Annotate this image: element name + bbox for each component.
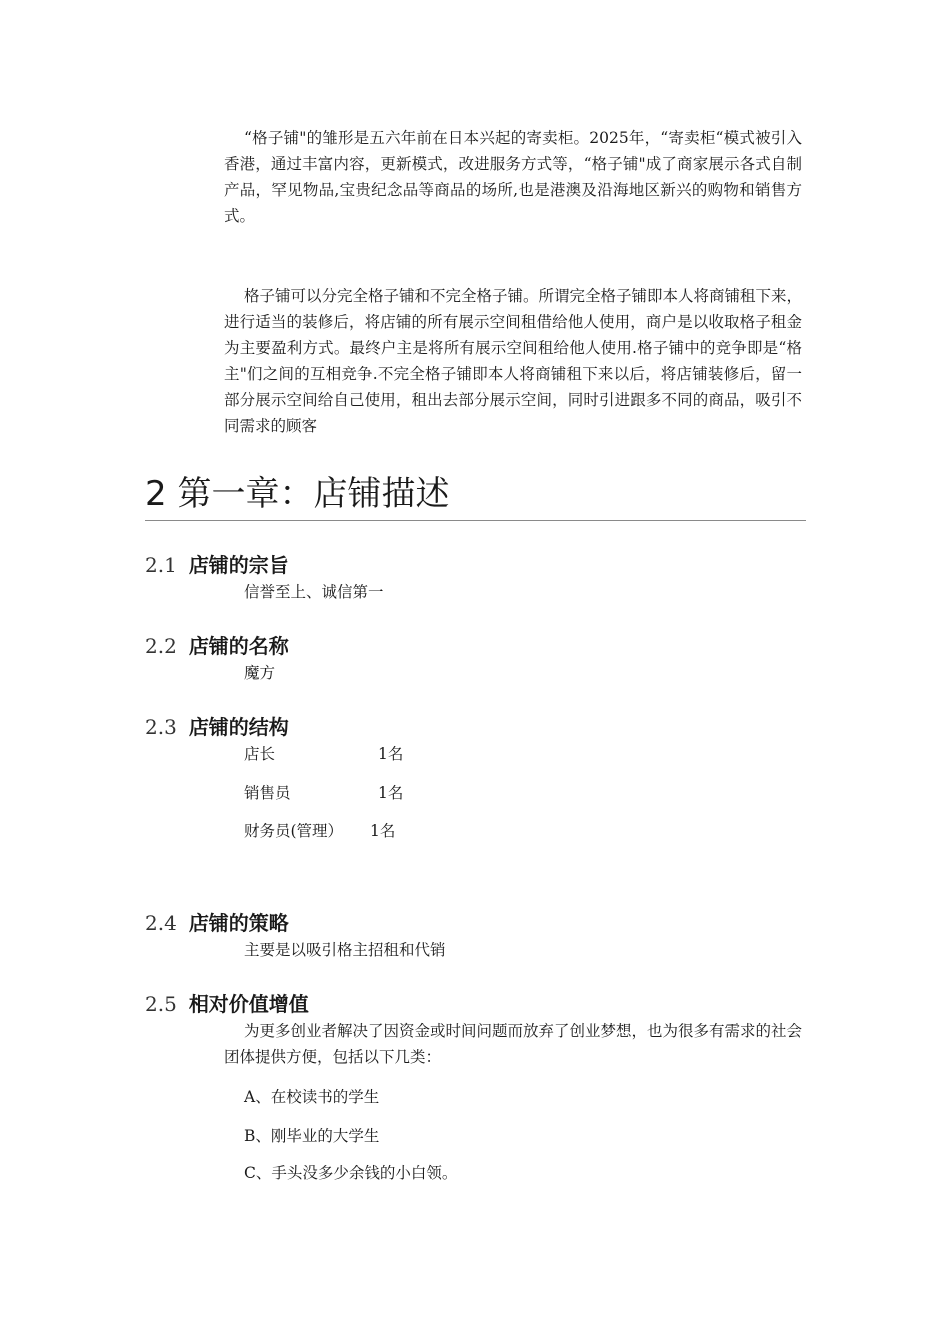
- section-number: 2.2: [145, 634, 177, 658]
- section-heading-name: [145, 632, 289, 660]
- staff-row: [244, 742, 404, 766]
- staff-row: [244, 781, 404, 805]
- section-number: 2.5: [145, 992, 177, 1016]
- staff-role: 销售员: [244, 784, 291, 802]
- section-heading-value: [145, 990, 309, 1018]
- list-item: A、在校读书的学生: [244, 1088, 380, 1106]
- staff-role: 店长: [244, 745, 276, 763]
- section-heading-structure: [145, 713, 289, 741]
- purpose-text: 信誉至上、诚信第一: [244, 583, 384, 601]
- section-title: 相对价值增值: [188, 992, 309, 1016]
- section-title: 店铺的名称: [188, 634, 289, 658]
- section-heading-strategy: [145, 909, 289, 937]
- intro-paragraph-2: 格子铺可以分完全格子铺和不完全格子铺。所谓完全格子铺即本人将商铺租下来，进行适当的装修后，将店铺的所有展示空间租借给他人使用，商户是以收取格子租金为主要盈利方式。最终户主是将所有展示空间租给他人使用.格子铺中的竞争即是“格主"们之间的互相竞争.不完全格子铺即本人将商铺租下来以后，将店铺装修后，留一部分展示空间给自己使用，租出去部分展示空间，同时引进跟多不同的商品，吸引不同需求的顾客: [224, 287, 803, 435]
- section-number: 2.1: [145, 553, 177, 577]
- staff-count: 1名: [370, 822, 396, 840]
- section-title: 店铺的结构: [188, 715, 289, 739]
- value-paragraph: 为更多创业者解决了因资金或时间问题而放弃了创业梦想，也为很多有需求的社会团体提供方便，包括以下几类：: [224, 1022, 803, 1066]
- list-item: B、刚毕业的大学生: [244, 1127, 380, 1145]
- staff-count: 1名: [378, 745, 404, 763]
- section-title: 店铺的策略: [188, 911, 289, 935]
- section-title: 店铺的宗旨: [188, 553, 289, 577]
- intro-paragraph-1: “格子铺"的雏形是五六年前在日本兴起的寄卖柜。2025年，“寄卖柜“模式被引入香港，通过丰富内容，更新模式，改进服务方式等，“格子铺"成了商家展示各式自制产品，罕见物品,宝贵纪念品等商品的场所,也是港澳及沿海地区新兴的购物和销售方式。: [224, 129, 802, 225]
- staff-row: [244, 819, 396, 843]
- strategy-text: 主要是以吸引格主招租和代销: [244, 941, 446, 959]
- section-number: 2.4: [145, 911, 177, 935]
- staff-role: 财务员(管理）: [244, 822, 344, 840]
- section-number: 2.3: [145, 715, 177, 739]
- staff-count: 1名: [378, 784, 404, 802]
- list-item: C、手头没多少余钱的小白领。: [244, 1164, 458, 1182]
- section-heading-purpose: [145, 551, 289, 579]
- chapter-title: 2 第一章：店铺描述: [145, 470, 806, 521]
- shop-name-text: 魔方: [244, 664, 276, 682]
